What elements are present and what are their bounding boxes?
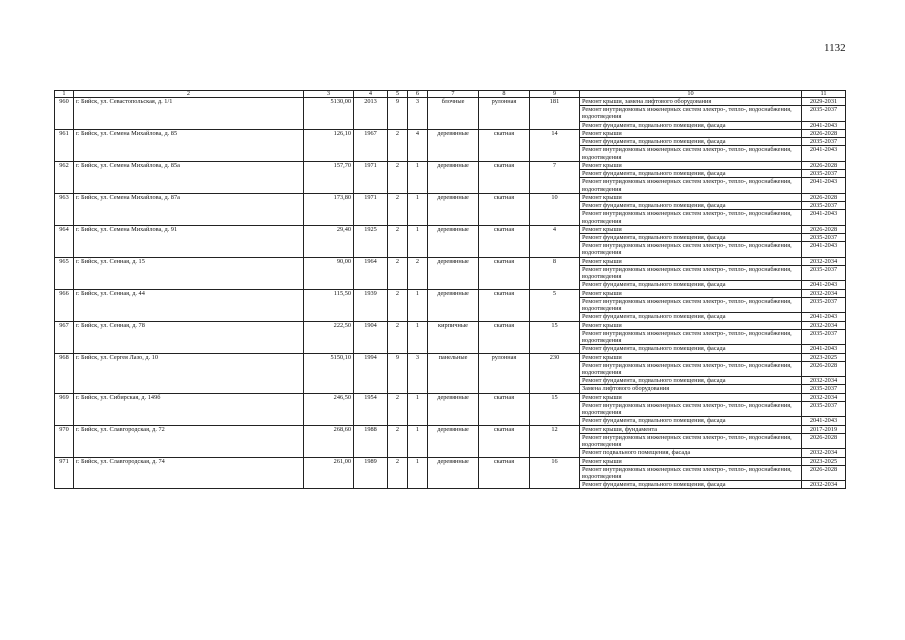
table-row	[55, 129, 846, 137]
cell-work: Ремонт фундамента, подвального помещения, фасада	[580, 481, 802, 489]
cell-work: Ремонт крыши	[580, 457, 802, 465]
cell-floors: 2	[388, 161, 408, 193]
cell-address: г. Бийск, ул. Сибирская, д. 149б	[74, 393, 304, 425]
cell-year: 1967	[354, 129, 388, 161]
cell-no: 965	[55, 257, 74, 289]
column-header: 4	[354, 91, 388, 98]
page-number: 1132	[824, 42, 846, 54]
cell-period: 2035-2037	[802, 297, 846, 312]
cell-work: Ремонт внутридомовых инженерных систем электро-, тепло-, водоснабжения, водоотведения	[580, 106, 802, 121]
cell-entrances: 3	[408, 353, 428, 393]
cell-residents: 12	[530, 425, 580, 457]
cell-no: 962	[55, 161, 74, 193]
cell-floors: 2	[388, 257, 408, 289]
cell-residents: 7	[530, 161, 580, 193]
cell-residents: 5	[530, 289, 580, 321]
column-header: 2	[74, 91, 304, 98]
cell-period: 2032-2034	[802, 449, 846, 457]
cell-work: Ремонт внутридомовых инженерных систем электро-, тепло-, водоснабжения, водоотведения	[580, 178, 802, 193]
cell-period: 2035-2037	[802, 265, 846, 280]
cell-residents: 4	[530, 225, 580, 257]
cell-work: Ремонт внутридомовых инженерных систем электро-, тепло-, водоснабжения, водоотведения	[580, 433, 802, 448]
cell-area: 5130,00	[304, 98, 354, 130]
cell-work: Ремонт фундамента, подвального помещения, фасада	[580, 202, 802, 210]
cell-floors: 2	[388, 321, 408, 353]
table-row	[55, 161, 846, 169]
cell-work: Ремонт внутридомовых инженерных систем электро-, тепло-, водоснабжения, водоотведения	[580, 146, 802, 161]
cell-floors: 9	[388, 353, 408, 393]
cell-period: 2032-2034	[802, 321, 846, 329]
cell-walls: деревянные	[428, 257, 479, 289]
cell-work: Ремонт фундамента, подвального помещения, фасада	[580, 345, 802, 353]
repair-schedule-table	[54, 90, 846, 489]
column-header: 10	[580, 91, 802, 98]
table-row	[55, 457, 846, 465]
table-row	[55, 98, 846, 106]
cell-work: Ремонт внутридомовых инженерных систем электро-, тепло-, водоснабжения, водоотведения	[580, 265, 802, 280]
cell-period: 2032-2034	[802, 481, 846, 489]
cell-work: Ремонт фундамента, подвального помещения, фасада	[580, 233, 802, 241]
cell-work: Ремонт крыши, замена лифтового оборудования	[580, 98, 802, 106]
cell-roof: скатная	[479, 289, 530, 321]
cell-roof: скатная	[479, 321, 530, 353]
cell-roof: скатная	[479, 193, 530, 225]
cell-period: 2041-2043	[802, 242, 846, 257]
cell-walls: деревянные	[428, 425, 479, 457]
cell-period: 2017-2019	[802, 425, 846, 433]
cell-floors: 2	[388, 129, 408, 161]
cell-period: 2035-2037	[802, 202, 846, 210]
cell-entrances: 1	[408, 393, 428, 425]
cell-area: 90,00	[304, 257, 354, 289]
cell-work: Ремонт крыши	[580, 225, 802, 233]
cell-no: 966	[55, 289, 74, 321]
cell-period: 2035-2037	[802, 106, 846, 121]
cell-roof: скатная	[479, 129, 530, 161]
cell-no: 964	[55, 225, 74, 257]
cell-period: 2032-2034	[802, 289, 846, 297]
cell-roof: скатная	[479, 161, 530, 193]
cell-work: Ремонт внутридомовых инженерных систем электро-, тепло-, водоснабжения, водоотведения	[580, 210, 802, 225]
cell-entrances: 2	[408, 257, 428, 289]
cell-period: 2029-2031	[802, 98, 846, 106]
cell-roof: рулонная	[479, 98, 530, 130]
cell-period: 2023-2025	[802, 353, 846, 361]
cell-walls: панельные	[428, 353, 479, 393]
cell-residents: 181	[530, 98, 580, 130]
cell-area: 261,00	[304, 457, 354, 489]
cell-walls: деревянные	[428, 225, 479, 257]
cell-year: 1988	[354, 425, 388, 457]
column-header: 9	[530, 91, 580, 98]
cell-work: Ремонт фундамента, подвального помещения, фасада	[580, 377, 802, 385]
cell-year: 1964	[354, 257, 388, 289]
cell-no: 971	[55, 457, 74, 489]
cell-area: 126,10	[304, 129, 354, 161]
cell-period: 2041-2043	[802, 210, 846, 225]
cell-no: 960	[55, 98, 74, 130]
cell-walls: деревянные	[428, 289, 479, 321]
cell-no: 970	[55, 425, 74, 457]
cell-period: 2035-2037	[802, 138, 846, 146]
table-row	[55, 257, 846, 265]
cell-floors: 2	[388, 225, 408, 257]
cell-entrances: 1	[408, 161, 428, 193]
cell-residents: 16	[530, 457, 580, 489]
cell-residents: 15	[530, 393, 580, 425]
cell-period: 2026-2028	[802, 161, 846, 169]
cell-period: 2041-2043	[802, 146, 846, 161]
cell-period: 2035-2037	[802, 170, 846, 178]
cell-work: Ремонт внутридомовых инженерных систем электро-, тепло-, водоснабжения, водоотведения	[580, 401, 802, 416]
cell-walls: деревянные	[428, 393, 479, 425]
cell-period: 2041-2043	[802, 281, 846, 289]
cell-work: Ремонт подвального помещения, фасада	[580, 449, 802, 457]
column-header: 5	[388, 91, 408, 98]
cell-period: 2026-2028	[802, 225, 846, 233]
column-header: 7	[428, 91, 479, 98]
cell-address: г. Бийск, ул. Сенная, д. 78	[74, 321, 304, 353]
cell-work: Ремонт фундамента, подвального помещения, фасада	[580, 138, 802, 146]
cell-period: 2026-2028	[802, 465, 846, 480]
cell-address: г. Бийск, ул. Семена Михайлова, д. 91	[74, 225, 304, 257]
table-row	[55, 289, 846, 297]
cell-period: 2041-2043	[802, 121, 846, 129]
cell-year: 1989	[354, 457, 388, 489]
table-row	[55, 321, 846, 329]
cell-no: 967	[55, 321, 74, 353]
cell-roof: скатная	[479, 393, 530, 425]
cell-work: Ремонт крыши	[580, 161, 802, 169]
cell-work: Ремонт крыши	[580, 393, 802, 401]
cell-period: 2035-2037	[802, 233, 846, 241]
cell-floors: 2	[388, 425, 408, 457]
cell-period: 2026-2028	[802, 129, 846, 137]
cell-area: 222,50	[304, 321, 354, 353]
table-body	[55, 98, 846, 489]
cell-period: 2041-2043	[802, 345, 846, 353]
cell-work: Ремонт внутридомовых инженерных систем электро-, тепло-, водоснабжения, водоотведения	[580, 361, 802, 376]
cell-area: 246,50	[304, 393, 354, 425]
cell-work: Ремонт крыши	[580, 257, 802, 265]
cell-floors: 2	[388, 457, 408, 489]
cell-floors: 2	[388, 393, 408, 425]
cell-entrances: 3	[408, 98, 428, 130]
cell-address: г. Бийск, ул. Семена Михайлова, д. 87а	[74, 193, 304, 225]
column-header: 6	[408, 91, 428, 98]
cell-work: Ремонт фундамента, подвального помещения, фасада	[580, 313, 802, 321]
cell-no: 961	[55, 129, 74, 161]
cell-year: 1904	[354, 321, 388, 353]
cell-work: Ремонт фундамента, подвального помещения, фасада	[580, 121, 802, 129]
cell-walls: деревянные	[428, 193, 479, 225]
cell-entrances: 1	[408, 289, 428, 321]
cell-residents: 10	[530, 193, 580, 225]
column-number-row	[55, 91, 846, 98]
table-row	[55, 393, 846, 401]
cell-period: 2041-2043	[802, 178, 846, 193]
table-row	[55, 193, 846, 201]
cell-address: г. Бийск, ул. Сергея Лазо, д. 10	[74, 353, 304, 393]
cell-residents: 15	[530, 321, 580, 353]
cell-roof: скатная	[479, 425, 530, 457]
cell-floors: 9	[388, 98, 408, 130]
cell-walls: блочные	[428, 98, 479, 130]
cell-period: 2032-2034	[802, 257, 846, 265]
cell-address: г. Бийск, ул. Семена Михайлова, д. 85а	[74, 161, 304, 193]
cell-address: г. Бийск, ул. Славгородская, д. 74	[74, 457, 304, 489]
cell-address: г. Бийск, ул. Славгородская, д. 72	[74, 425, 304, 457]
cell-year: 1971	[354, 161, 388, 193]
cell-no: 969	[55, 393, 74, 425]
cell-walls: деревянные	[428, 161, 479, 193]
cell-period: 2041-2043	[802, 417, 846, 425]
cell-year: 1925	[354, 225, 388, 257]
column-header: 8	[479, 91, 530, 98]
cell-period: 2032-2034	[802, 377, 846, 385]
cell-work: Ремонт крыши	[580, 193, 802, 201]
cell-work: Ремонт внутридомовых инженерных систем электро-, тепло-, водоснабжения, водоотведения	[580, 242, 802, 257]
cell-address: г. Бийск, ул. Сенная, д. 44	[74, 289, 304, 321]
cell-address: г. Бийск, ул. Семена Михайлова, д. 85	[74, 129, 304, 161]
cell-no: 963	[55, 193, 74, 225]
cell-work: Ремонт крыши, фундамента	[580, 425, 802, 433]
cell-year: 1994	[354, 353, 388, 393]
cell-period: 2023-2025	[802, 457, 846, 465]
cell-period: 2026-2028	[802, 433, 846, 448]
cell-entrances: 1	[408, 193, 428, 225]
cell-work: Ремонт внутридомовых инженерных систем электро-, тепло-, водоснабжения, водоотведения	[580, 329, 802, 344]
cell-work: Замена лифтового оборудования	[580, 385, 802, 393]
column-header: 11	[802, 91, 846, 98]
cell-year: 2013	[354, 98, 388, 130]
cell-residents: 8	[530, 257, 580, 289]
cell-floors: 2	[388, 289, 408, 321]
cell-walls: деревянные	[428, 129, 479, 161]
cell-residents: 14	[530, 129, 580, 161]
cell-walls: кирпичные	[428, 321, 479, 353]
cell-work: Ремонт крыши	[580, 129, 802, 137]
cell-no: 968	[55, 353, 74, 393]
cell-address: г. Бийск, ул. Сенная, д. 15	[74, 257, 304, 289]
cell-floors: 2	[388, 193, 408, 225]
cell-period: 2041-2043	[802, 313, 846, 321]
cell-work: Ремонт фундамента, подвального помещения, фасада	[580, 170, 802, 178]
cell-roof: скатная	[479, 225, 530, 257]
cell-period: 2026-2028	[802, 361, 846, 376]
cell-work: Ремонт крыши	[580, 353, 802, 361]
cell-area: 173,80	[304, 193, 354, 225]
cell-address: г. Бийск, ул. Севастопольская, д. 1/1	[74, 98, 304, 130]
cell-walls: деревянные	[428, 457, 479, 489]
column-header: 3	[304, 91, 354, 98]
cell-entrances: 1	[408, 425, 428, 457]
cell-work: Ремонт крыши	[580, 321, 802, 329]
cell-roof: скатная	[479, 457, 530, 489]
cell-work: Ремонт крыши	[580, 289, 802, 297]
cell-work: Ремонт фундамента, подвального помещения, фасада	[580, 417, 802, 425]
cell-year: 1939	[354, 289, 388, 321]
cell-period: 2026-2028	[802, 193, 846, 201]
cell-entrances: 1	[408, 321, 428, 353]
cell-area: 29,40	[304, 225, 354, 257]
cell-entrances: 4	[408, 129, 428, 161]
cell-period: 2032-2034	[802, 393, 846, 401]
cell-area: 157,70	[304, 161, 354, 193]
cell-roof: скатная	[479, 257, 530, 289]
table-row	[55, 425, 846, 433]
cell-period: 2035-2037	[802, 385, 846, 393]
cell-period: 2035-2037	[802, 401, 846, 416]
cell-area: 5150,10	[304, 353, 354, 393]
cell-work: Ремонт внутридомовых инженерных систем электро-, тепло-, водоснабжения, водоотведения	[580, 465, 802, 480]
cell-entrances: 1	[408, 225, 428, 257]
cell-work: Ремонт внутридомовых инженерных систем электро-, тепло-, водоснабжения, водоотведения	[580, 297, 802, 312]
cell-residents: 230	[530, 353, 580, 393]
cell-area: 268,60	[304, 425, 354, 457]
cell-year: 1954	[354, 393, 388, 425]
column-header: 1	[55, 91, 74, 98]
cell-year: 1971	[354, 193, 388, 225]
cell-work: Ремонт фундамента, подвального помещения, фасада	[580, 281, 802, 289]
cell-period: 2035-2037	[802, 329, 846, 344]
cell-roof: рулонная	[479, 353, 530, 393]
cell-entrances: 1	[408, 457, 428, 489]
table-row	[55, 353, 846, 361]
table-row	[55, 225, 846, 233]
cell-area: 115,50	[304, 289, 354, 321]
